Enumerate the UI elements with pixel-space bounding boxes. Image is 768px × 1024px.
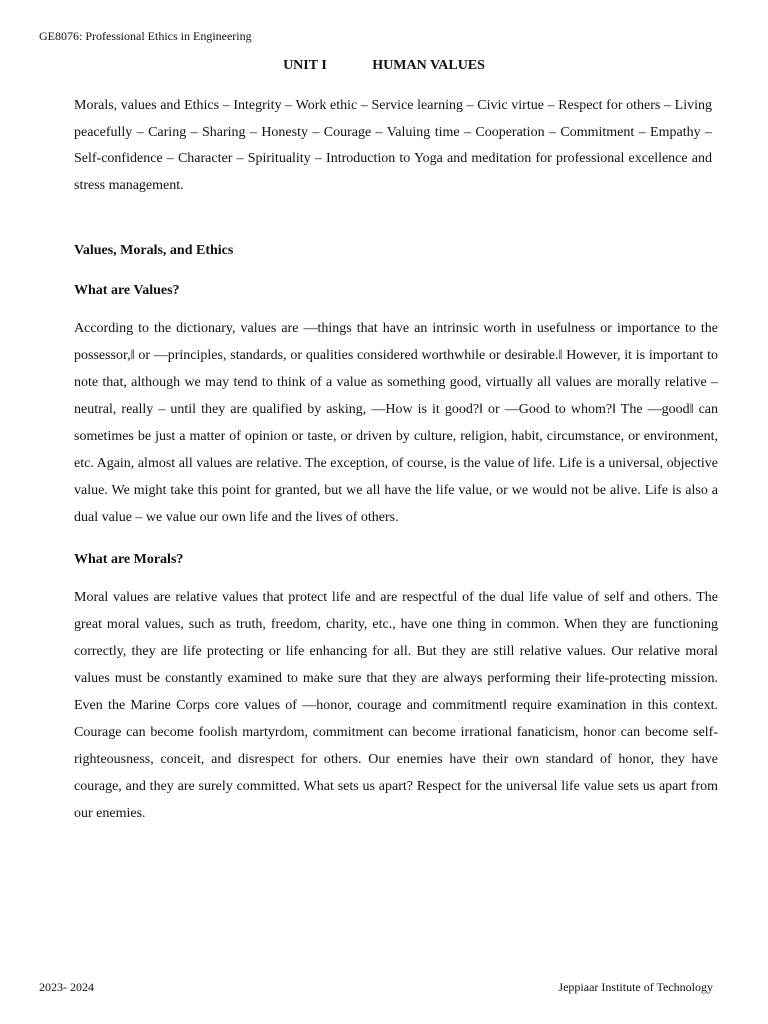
unit-number: UNIT I <box>283 58 327 73</box>
unit-title <box>0 57 768 75</box>
course-header: GE8076: Professional Ethics in Engineering <box>39 29 252 43</box>
morals-paragraph: Moral values are relative values that protect life and are respectful of the dual life value of self and others. The great moral values, such as truth, freedom, charity, etc., have one thing in common. When they are functioning correctly, they are life protecting or life enhancing for all. But they are still relative values. Our relative moral values must be constantly examined to make sure that they are always performing their life-protecting mission. Even the Marine Corps core values of ―honor, courage and commitment‖ require examination in this context. Courage can become foolish martyrdom, commitment can become irrational fanaticism, honor can become self-righteousness, conceit, and disrespect for others. Our enemies have their own standard of honor, they have courage, and they are surely committed. What sets us apart? Respect for the universal life value sets us apart from our enemies. <box>74 590 718 821</box>
main-content <box>74 240 718 827</box>
values-heading: What are Values? <box>74 283 180 298</box>
unit-name: HUMAN VALUES <box>372 58 485 73</box>
footer-year: 2023- 2024 <box>39 980 94 994</box>
morals-heading: What are Morals? <box>74 552 184 567</box>
syllabus-paragraph: Morals, values and Ethics – Integrity – Work ethic – Service learning – Civic virtue – Respect for others – Living peacefully – Caring – Sharing – Honesty – Courage – Valuing time – Cooperation – Commitment – Empathy – Self-confidence – Character – Spirituality – Introduction to Yoga and meditation for professional excellence and stress management. <box>74 98 712 193</box>
footer-institute: Jeppiaar Institute of Technology <box>558 980 713 994</box>
values-paragraph: According to the dictionary, values are ―things that have an intrinsic worth in usefulness or importance to the possessor,‖ or ―principles, standards, or qualities considered worthwhile or desirable.‖ However, it is important to note that, although we may tend to think of a value as something good, virtually all values are morally relative – neutral, really – until they are qualified by asking, ―How is it good?‖ or ―Good to whom?‖ The ―good‖ can sometimes be just a matter of opinion or taste, or driven by culture, religion, habit, circumstance, or environment, etc. Again, almost all values are relative. The exception, of course, is the value of life. Life is a universal, objective value. We might take this point for granted, but we all have the life value, or we would not be alive. Life is also a dual value – we value our own life and the lives of others. <box>74 321 718 525</box>
section-heading: Values, Morals, and Ethics <box>74 243 234 258</box>
